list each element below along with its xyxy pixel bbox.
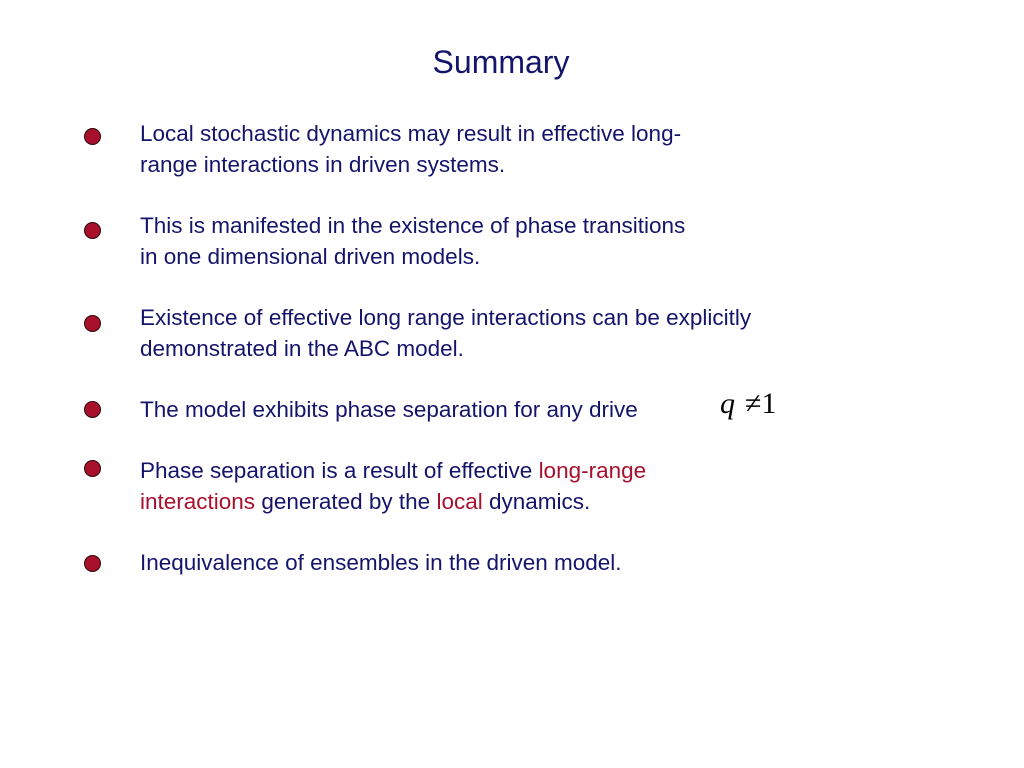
bullet-icon — [84, 555, 101, 572]
highlight-interactions: interactions — [140, 489, 256, 514]
bullet-item-4-line-1: The model exhibits phase separation for any drive — [140, 397, 638, 422]
bullet-icon — [84, 315, 101, 332]
bullet-item-6 — [140, 547, 860, 578]
bullet-item-5 — [140, 455, 860, 517]
formula-operator: ≠ — [745, 387, 762, 420]
bullet-item-2-line-2: in one dimensional driven models. — [140, 244, 481, 269]
bullet-item-3 — [140, 302, 860, 364]
slide-title: Summary — [432, 44, 570, 80]
bullet-icon — [84, 460, 101, 477]
drive-formula — [720, 386, 776, 422]
bullet-item-2 — [140, 210, 860, 272]
bullet-icon — [84, 401, 101, 418]
bullet-item-1 — [140, 118, 860, 180]
bullet-item-5-text-b: generated by the — [255, 489, 437, 514]
bullet-item-5-text-c: dynamics. — [482, 489, 591, 514]
bullet-icon — [84, 128, 101, 145]
bullet-item-6-line-1: Inequivalence of ensembles in the driven model. — [140, 550, 622, 575]
formula-value: 1 — [761, 387, 777, 420]
bullet-item-2-line-1: This is manifested in the existence of phase transitions — [140, 213, 686, 238]
bullet-item-3-line-1: Existence of effective long range interactions can be explicitly — [140, 305, 752, 330]
bullet-icon — [84, 222, 101, 239]
bullet-item-1-line-2: range interactions in driven systems. — [140, 152, 506, 177]
highlight-local: local — [436, 489, 483, 514]
formula-variable: q — [720, 387, 735, 420]
highlight-long-range: long-range — [538, 458, 647, 483]
bullet-item-5-text-a: Phase separation is a result of effective — [140, 458, 539, 483]
bullet-item-3-line-2: demonstrated in the ABC model. — [140, 336, 464, 361]
bullet-item-1-line-1: Local stochastic dynamics may result in effective long- — [140, 121, 682, 146]
bullet-item-5-line-1 — [140, 455, 860, 486]
bullet-item-5-line-2 — [140, 486, 860, 517]
